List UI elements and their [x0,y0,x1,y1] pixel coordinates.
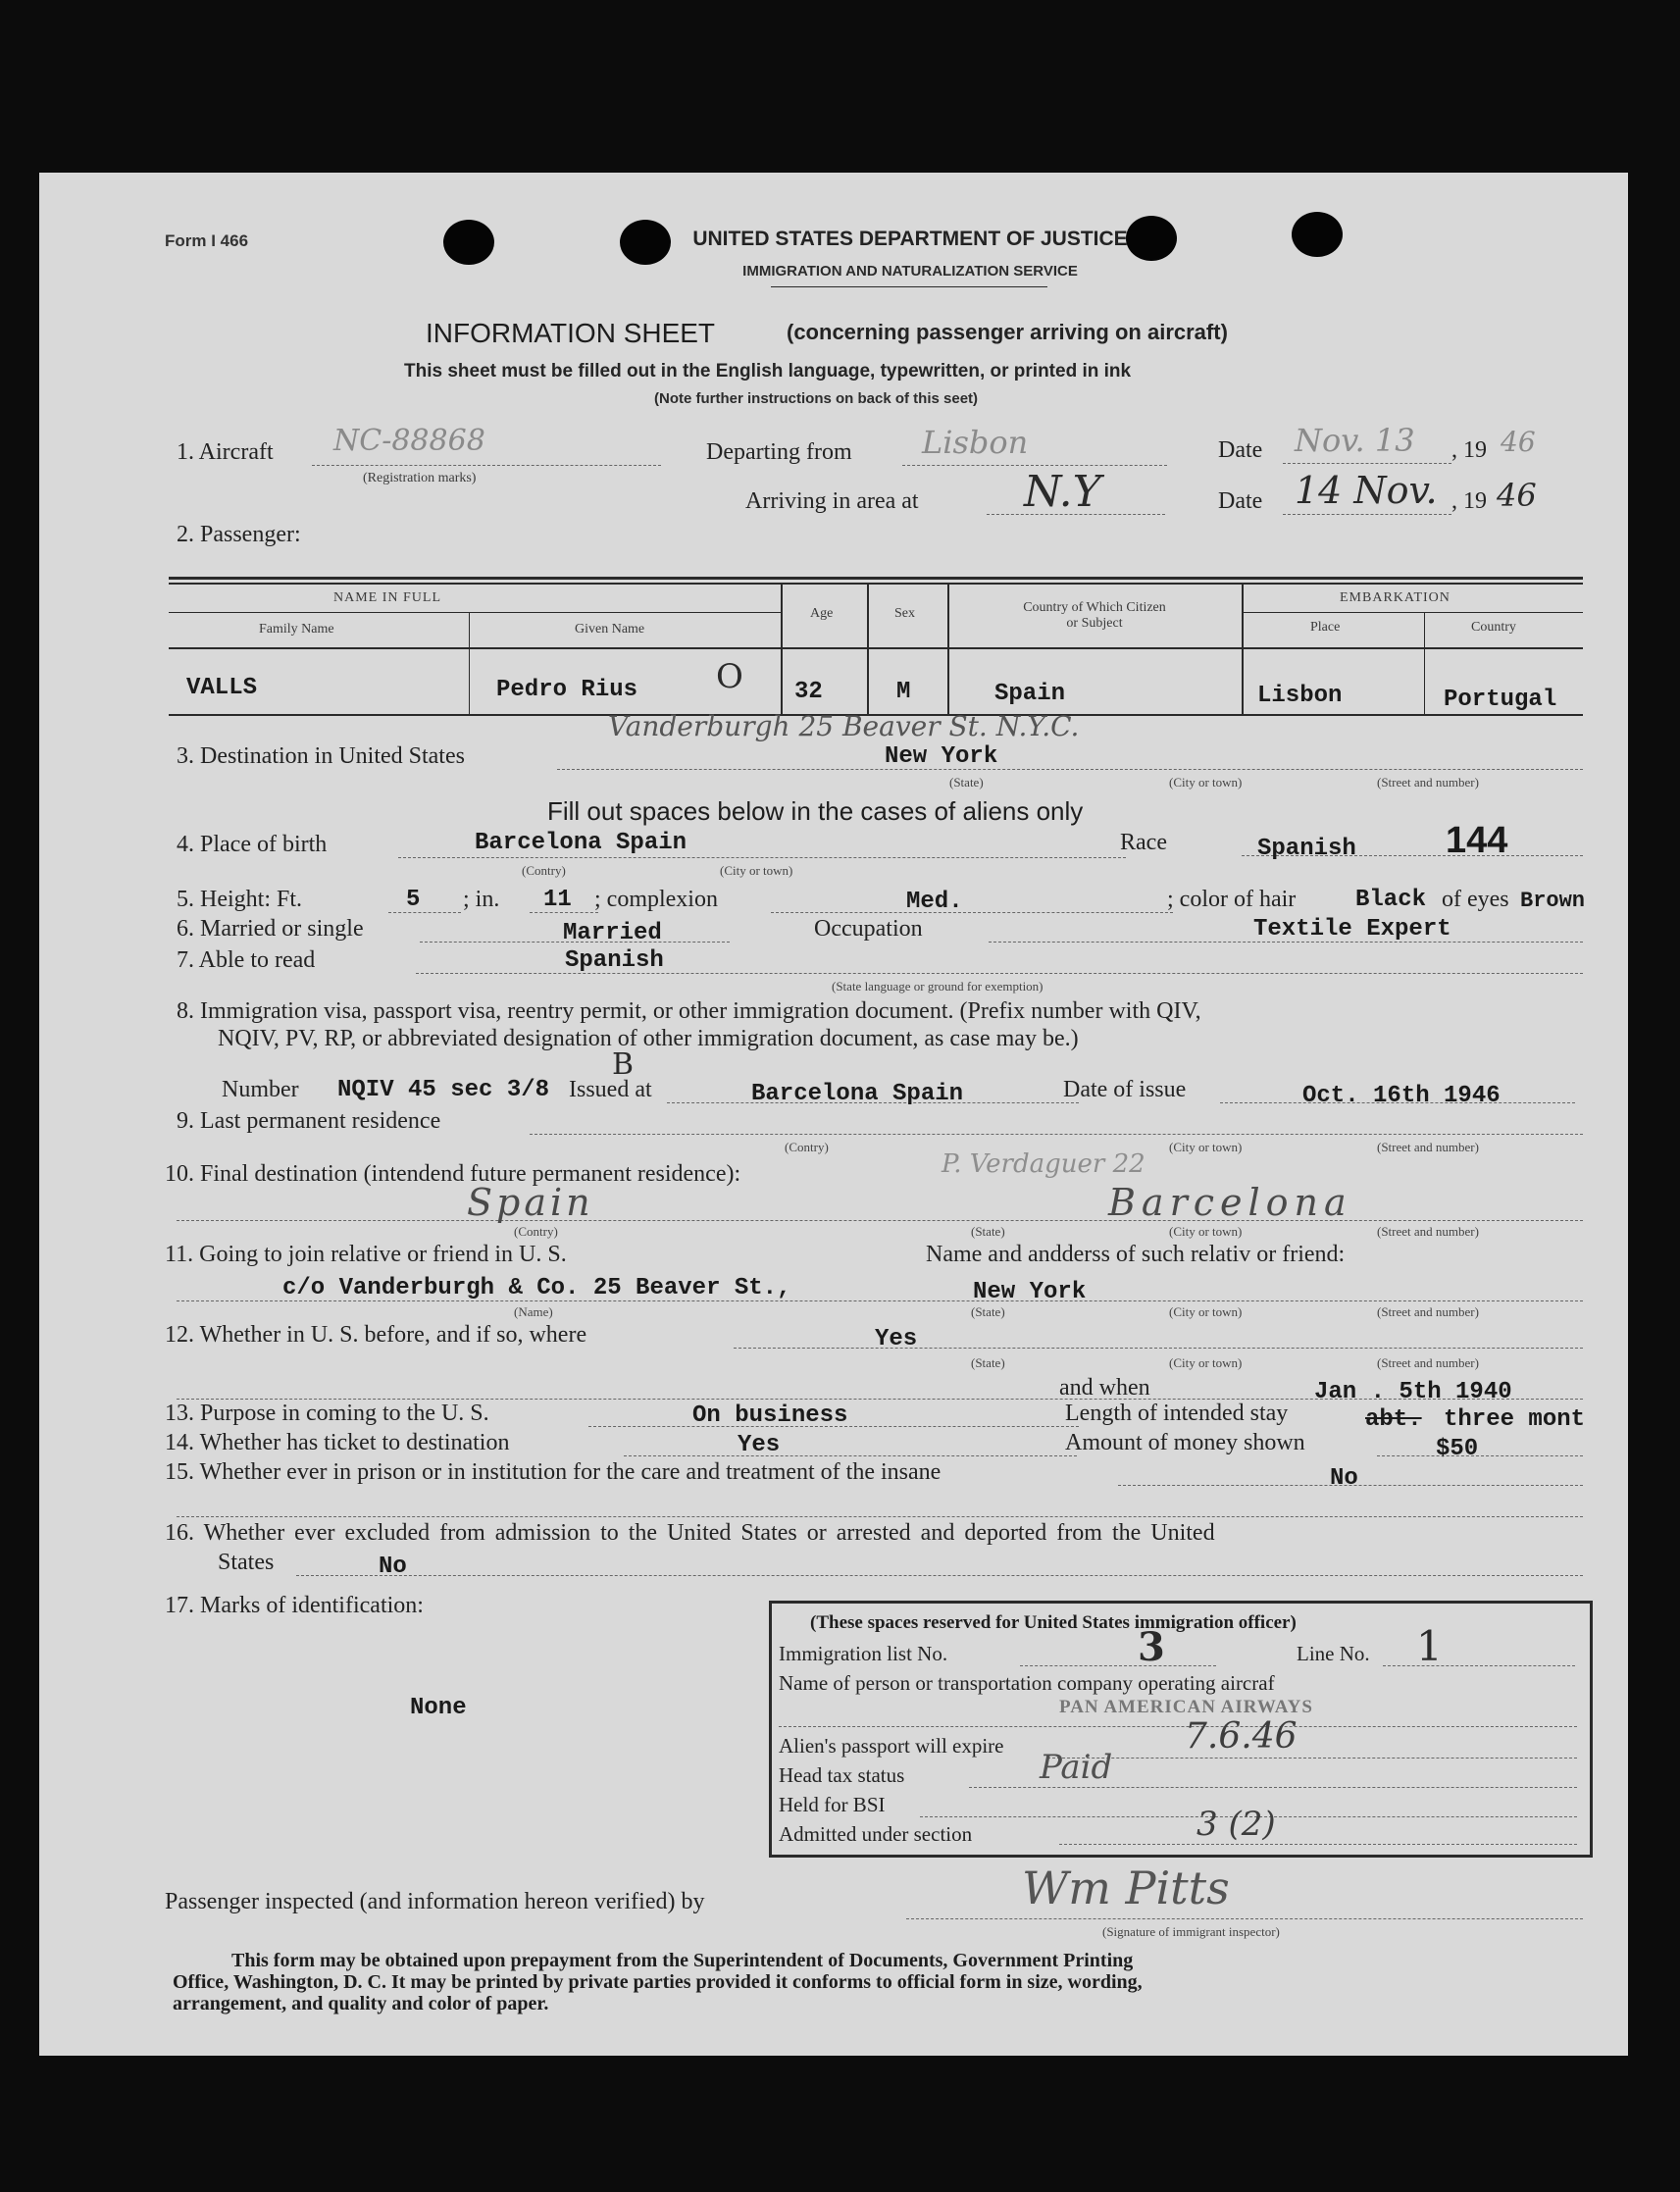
cap-country: (Contry) [522,863,566,878]
form-sheet [39,173,1628,2056]
number-value: NQIV 45 sec 3/8 [337,1077,550,1103]
given-name-value: Pedro Rius [496,677,638,703]
cap-city: (City or town) [720,863,793,878]
visa-line-1: 8. Immigration visa, passport visa, reentry permit, or other immigration document. (Prefix number with QIV, [177,998,1201,1024]
passenger-label: 2. Passenger: [177,522,301,547]
issued-value: Barcelona Spain [751,1081,964,1107]
destination-typed: New York [885,743,998,770]
date-dep-value: Nov. 13 [1295,422,1415,459]
ticket-label: 14. Whether has ticket to destination [165,1430,510,1455]
embarkation-header: EMBARKATION [1340,590,1451,605]
height-in-label: ; in. [463,887,500,912]
age-header: Age [810,606,834,621]
money-label: Amount of money shown [1065,1430,1305,1455]
stay-struck: abt. [1365,1406,1422,1433]
final-dest-country: Spain [467,1181,594,1224]
header-rule [771,286,1047,287]
arriving-value: N.Y [1024,467,1101,517]
inspector-signature: Wm Pitts [1022,1861,1230,1914]
marks-value: None [410,1695,467,1721]
money-value: $50 [1436,1436,1479,1462]
registration-caption: (Registration marks) [363,471,477,485]
cap-street: (Street and number) [1377,1224,1479,1239]
date-issue-label: Date of issue [1063,1077,1187,1102]
cap-city: (City or town) [1169,1140,1243,1154]
name-address-label: Name and andderss of such relativ or friend: [926,1242,1346,1267]
read-caption: (State language or ground for exemption) [832,979,1044,994]
height-ft-label: 5. Height: Ft. [177,887,303,912]
arriving-label: Arriving in area at [745,488,919,514]
complexion-label: ; complexion [594,887,718,912]
departing-label: Departing from [706,439,852,465]
date-arr-value: 14 Nov. [1295,469,1438,512]
name-in-full-header: NAME IN FULL [333,590,441,605]
visa-line-2: NQIV, PV, RP, or abbreviated designation of other immigration document, as case may be.) [218,1026,1079,1051]
agency-title: UNITED STATES DEPARTMENT OF JUSTICE [692,228,1128,250]
year-dep-value: 46 [1501,426,1536,458]
complexion-value: Med. [906,889,963,915]
birth-label: 4. Place of birth [177,832,328,857]
cap-state: (State) [971,1355,1005,1370]
citizen-value: Spain [994,681,1066,707]
cap-state: (State) [971,1224,1005,1239]
date-issue-value: Oct. 16th 1946 [1302,1083,1501,1109]
given-name-header: Given Name [575,622,645,637]
when-value: Jan . 5th 1940 [1314,1379,1512,1405]
aircraft-value: NC-88868 [333,424,485,458]
inspected-label: Passenger inspected (and information hereon verified) by [165,1889,705,1914]
line-no-label: Line No. [1297,1642,1370,1665]
embark-country-value: Portugal [1444,687,1557,713]
cap-country: (Contry) [785,1140,829,1154]
issued-label: Issued at [569,1077,652,1102]
join-value: c/o Vanderburgh & Co. 25 Beaver St., [282,1275,791,1301]
destination-handwritten: Vanderburgh 25 Beaver St. N.Y.C. [608,710,1080,742]
race-code: 144 [1446,820,1508,861]
company-value: PAN AMERICAN AIRWAYS [1059,1697,1313,1717]
cap-city: (City or town) [1169,775,1243,790]
occupation-label: Occupation [814,916,923,942]
residence-label: 9. Last permanent residence [177,1108,441,1134]
year-prefix: , 19 [1451,437,1487,463]
footer-line-2: Office, Washington, D. C. It may be printed by private parties provided it conforms to official form in size, wording, [173,1971,1143,1993]
purpose-value: On business [692,1402,848,1429]
aliens-only-heading: Fill out spaces below in the cases of aliens only [547,796,1084,826]
b-mark: B [612,1047,635,1082]
cap-state: (State) [949,775,984,790]
date-arr-label: Date [1218,488,1263,514]
punch-hole [443,220,494,265]
eyes-label: of eyes [1442,887,1509,912]
stay-label: Length of intended stay [1065,1401,1289,1426]
list-no-value: 3 [1138,1624,1165,1670]
sex-header: Sex [894,606,915,621]
family-name-header: Family Name [259,622,334,637]
before-value: Yes [875,1326,918,1352]
join-state-value: New York [973,1279,1087,1305]
bsi-label: Held for BSI [779,1793,886,1816]
cap-street: (Street and number) [1377,1355,1479,1370]
when-label: and when [1059,1375,1150,1401]
final-dest-note: P. Verdaguer 22 [942,1149,1145,1179]
excluded-value: No [379,1554,407,1580]
birth-value: Barcelona Spain [475,830,687,856]
cap-name: (Name) [514,1304,553,1319]
final-dest-city: Barcelona [1108,1181,1352,1224]
cap-state: (State) [971,1304,1005,1319]
company-label: Name of person or transportation company operating aircraf [779,1671,1275,1695]
excluded-line-1: 16. Whether ever excluded from admission to the United States or arrested and deported from the United [165,1520,1215,1546]
officer-box-title: (These spaces reserved for United States immigration officer) [810,1612,1297,1633]
read-value: Spanish [565,947,664,974]
footer-line-1: This form may be obtained upon prepayment from the Superintendent of Documents, Government Printing [231,1950,1134,1971]
prison-label: 15. Whether ever in prison or in institution for the care and treatment of the insane [165,1459,942,1485]
eyes-value: Brown [1520,889,1586,913]
before-label: 12. Whether in U. S. before, and if so, where [165,1322,587,1348]
passport-label: Alien's passport will expire [779,1734,1004,1758]
hair-value: Black [1355,887,1427,913]
note: (Note further instructions on back of this seet) [654,390,979,407]
race-label: Race [1120,830,1167,855]
sheet-title: INFORMATION SHEET [426,318,716,348]
date-dep-label: Date [1218,437,1263,463]
family-name-value: VALLS [186,675,258,701]
officer-box [769,1601,1593,1858]
signature-caption: (Signature of immigrant inspector) [1102,1924,1280,1939]
excluded-line-2: States [218,1550,275,1575]
headtax-label: Head tax status [779,1763,905,1787]
purpose-label: 13. Purpose in coming to the U. S. [165,1401,489,1426]
stay-value: three mont [1444,1406,1586,1433]
cap-street: (Street and number) [1377,775,1479,790]
place-header: Place [1310,620,1341,635]
departing-value: Lisbon [922,424,1029,461]
list-no-label: Immigration list No. [779,1642,948,1665]
final-dest-label: 10. Final destination (intendend future permanent residence): [165,1161,741,1187]
ticket-value: Yes [738,1432,781,1458]
footer-line-3: arrangement, and quality and color of paper. [173,1993,549,2014]
prison-value: No [1330,1465,1358,1492]
join-label: 11. Going to join relative or friend in U. S. [165,1242,567,1267]
number-label: Number [222,1077,299,1102]
read-label: 7. Able to read [177,947,316,973]
year-prefix-2: , 19 [1451,488,1487,514]
service-title: IMMIGRATION AND NATURALIZATION SERVICE [742,263,1078,280]
aircraft-label: 1. Aircraft [177,439,274,465]
year-arr-value: 46 [1497,477,1537,514]
sheet-subtitle: (concerning passenger arriving on aircraft) [787,320,1228,344]
line-no-value: 1 [1416,1622,1443,1670]
table-top-rule [169,577,1583,580]
age-value: 32 [794,679,823,705]
country-header: Country [1471,620,1516,635]
cap-city: (City or town) [1169,1304,1243,1319]
headtax-value: Paid [1040,1748,1113,1787]
embark-place-value: Lisbon [1257,683,1343,709]
height-ft-value: 5 [406,887,421,913]
married-label: 6. Married or single [177,916,364,942]
section-value: 3 (2) [1196,1805,1276,1844]
destination-label: 3. Destination in United States [177,743,465,769]
married-value: Married [563,920,662,946]
citizen-header-1: Country of Which Citizen [1023,600,1166,615]
race-value: Spanish [1257,836,1356,862]
marks-label: 17. Marks of identification: [165,1593,424,1618]
height-in-value: 11 [543,887,572,913]
cap-street: (Street and number) [1377,1304,1479,1319]
citizen-header-2: or Subject [1066,616,1123,631]
occupation-value: Textile Expert [1253,916,1451,943]
cap-country: (Contry) [514,1224,558,1239]
cap-street: (Street and number) [1377,1140,1479,1154]
passport-value: 7.6.46 [1185,1716,1298,1757]
cap-city: (City or town) [1169,1224,1243,1239]
punch-hole [1292,212,1343,257]
given-mark: O [716,657,743,696]
section-label: Admitted under section [779,1822,973,1846]
form-number: Form I 466 [165,231,249,250]
hair-label: ; color of hair [1167,887,1297,912]
cap-city: (City or town) [1169,1355,1243,1370]
sex-value: M [896,679,911,705]
instruction: This sheet must be filled out in the English language, typewritten, or printed in ink [404,361,1132,382]
